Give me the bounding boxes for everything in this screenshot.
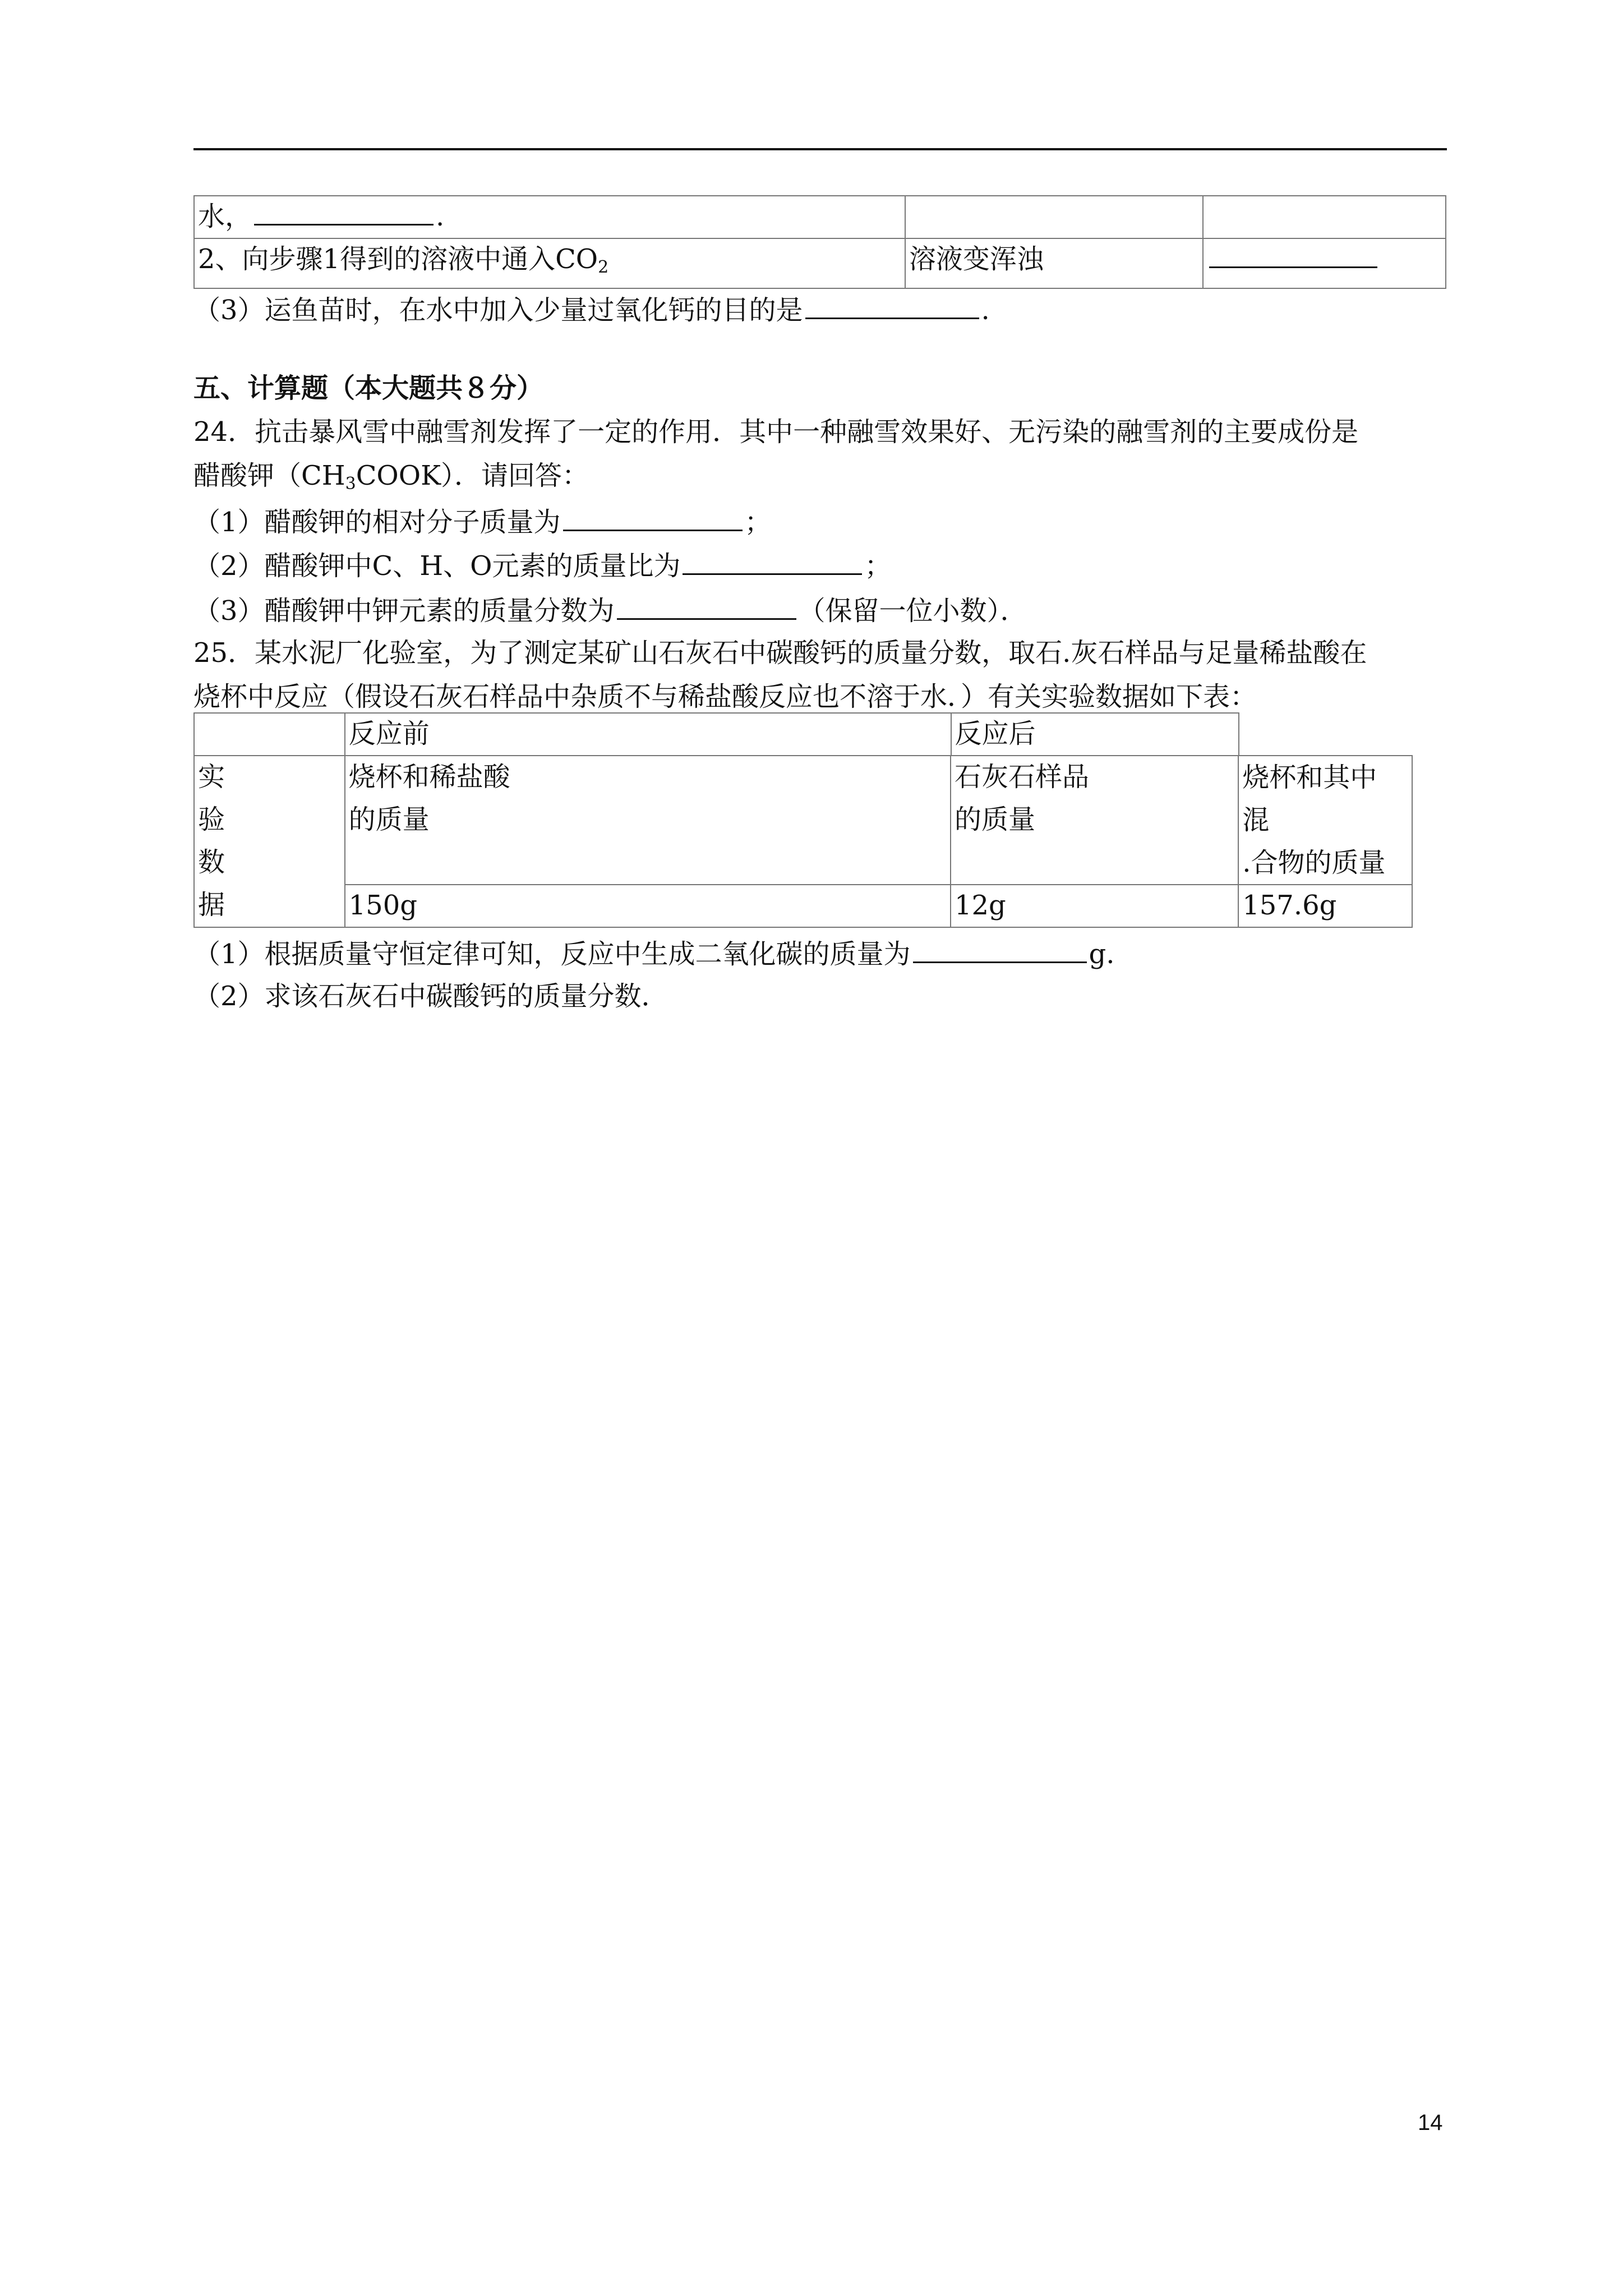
q25-part2: （2）求该石灰石中碳酸钙的质量分数． bbox=[193, 981, 668, 1012]
answer-blank[interactable] bbox=[617, 591, 796, 620]
q24-part3: （3）醋酸钾中钾元素的质量分数为 （保留一位小数）． bbox=[193, 591, 1027, 629]
table-cell bbox=[1203, 196, 1446, 238]
table-cell: 12g bbox=[951, 885, 1238, 927]
header-rule bbox=[193, 148, 1447, 150]
table-cell: 水， . bbox=[194, 196, 905, 238]
answer-blank[interactable] bbox=[683, 546, 862, 575]
section-title: 五、计算题（本大题共８分） bbox=[193, 372, 544, 404]
q25-line1: 25．某水泥厂化验室，为了测定某矿山石灰石中碳酸钙的质量分数，取石.灰石样品与足量稀盐酸在 bbox=[193, 637, 1367, 669]
answer-blank[interactable] bbox=[563, 503, 743, 531]
table-header-row bbox=[193, 712, 1239, 756]
table-cell: 石灰石样品 的质量 bbox=[951, 756, 1238, 885]
table-cell: 2、向步骤1得到的溶液中通入$CO_2$ bbox=[194, 238, 905, 288]
table-cell: 烧杯和稀盐酸 的质量 bbox=[345, 756, 951, 885]
answer-blank[interactable] bbox=[805, 291, 979, 319]
table-body bbox=[193, 755, 1413, 928]
answer-blank[interactable] bbox=[254, 197, 434, 226]
table-row bbox=[194, 756, 1412, 885]
q25-line2: 烧杯中反应（假设石灰石样品中杂质不与稀盐酸反应也不溶于水．）有关实验数据如下表： bbox=[193, 681, 1257, 712]
q25-part1: （1）根据质量守恒定律可知，反应中生成二氧化碳的质量为 g. bbox=[193, 935, 1115, 972]
q24-line2: 醋酸钾$(CH_3COOK)$．请回答： bbox=[193, 460, 589, 494]
table-cell bbox=[194, 713, 345, 756]
table-cell bbox=[905, 196, 1203, 238]
answer-blank[interactable] bbox=[1209, 240, 1377, 268]
table-cell: 反应后 bbox=[951, 713, 1239, 756]
table-row bbox=[194, 238, 1446, 288]
table-row bbox=[194, 196, 1446, 238]
answer-blank[interactable] bbox=[913, 935, 1087, 963]
table-cell: 反应前 bbox=[345, 713, 951, 756]
q24-part1: （1）醋酸钾的相对分子质量为 ； bbox=[193, 503, 772, 540]
table-row bbox=[194, 885, 1412, 927]
table-cell: 烧杯和其中 混 .合物的质量 bbox=[1238, 756, 1412, 885]
page-number: 14 bbox=[1418, 2110, 1443, 2135]
table-row bbox=[194, 713, 1239, 756]
prev-experiment-table bbox=[193, 195, 1446, 289]
table-cell: 157.6g bbox=[1238, 885, 1412, 927]
table-cell: 溶液变浑浊 bbox=[905, 238, 1203, 288]
q24-part2: （2）醋酸钾中C、H、O元素的质量比为 ； bbox=[193, 546, 892, 584]
q24-line1: 24．抗击暴风雪中融雪剂发挥了一定的作用．其中一种融雪效果好、无污染的融雪剂的主要成份是 bbox=[193, 416, 1359, 448]
row-label-cell: 实 验 数 据 bbox=[194, 756, 345, 927]
q23-part3: （3）运鱼苗时，在水中加入少量过氧化钙的目的是 . bbox=[193, 291, 990, 328]
table-cell bbox=[1203, 238, 1446, 288]
table-cell: 150g bbox=[345, 885, 951, 927]
